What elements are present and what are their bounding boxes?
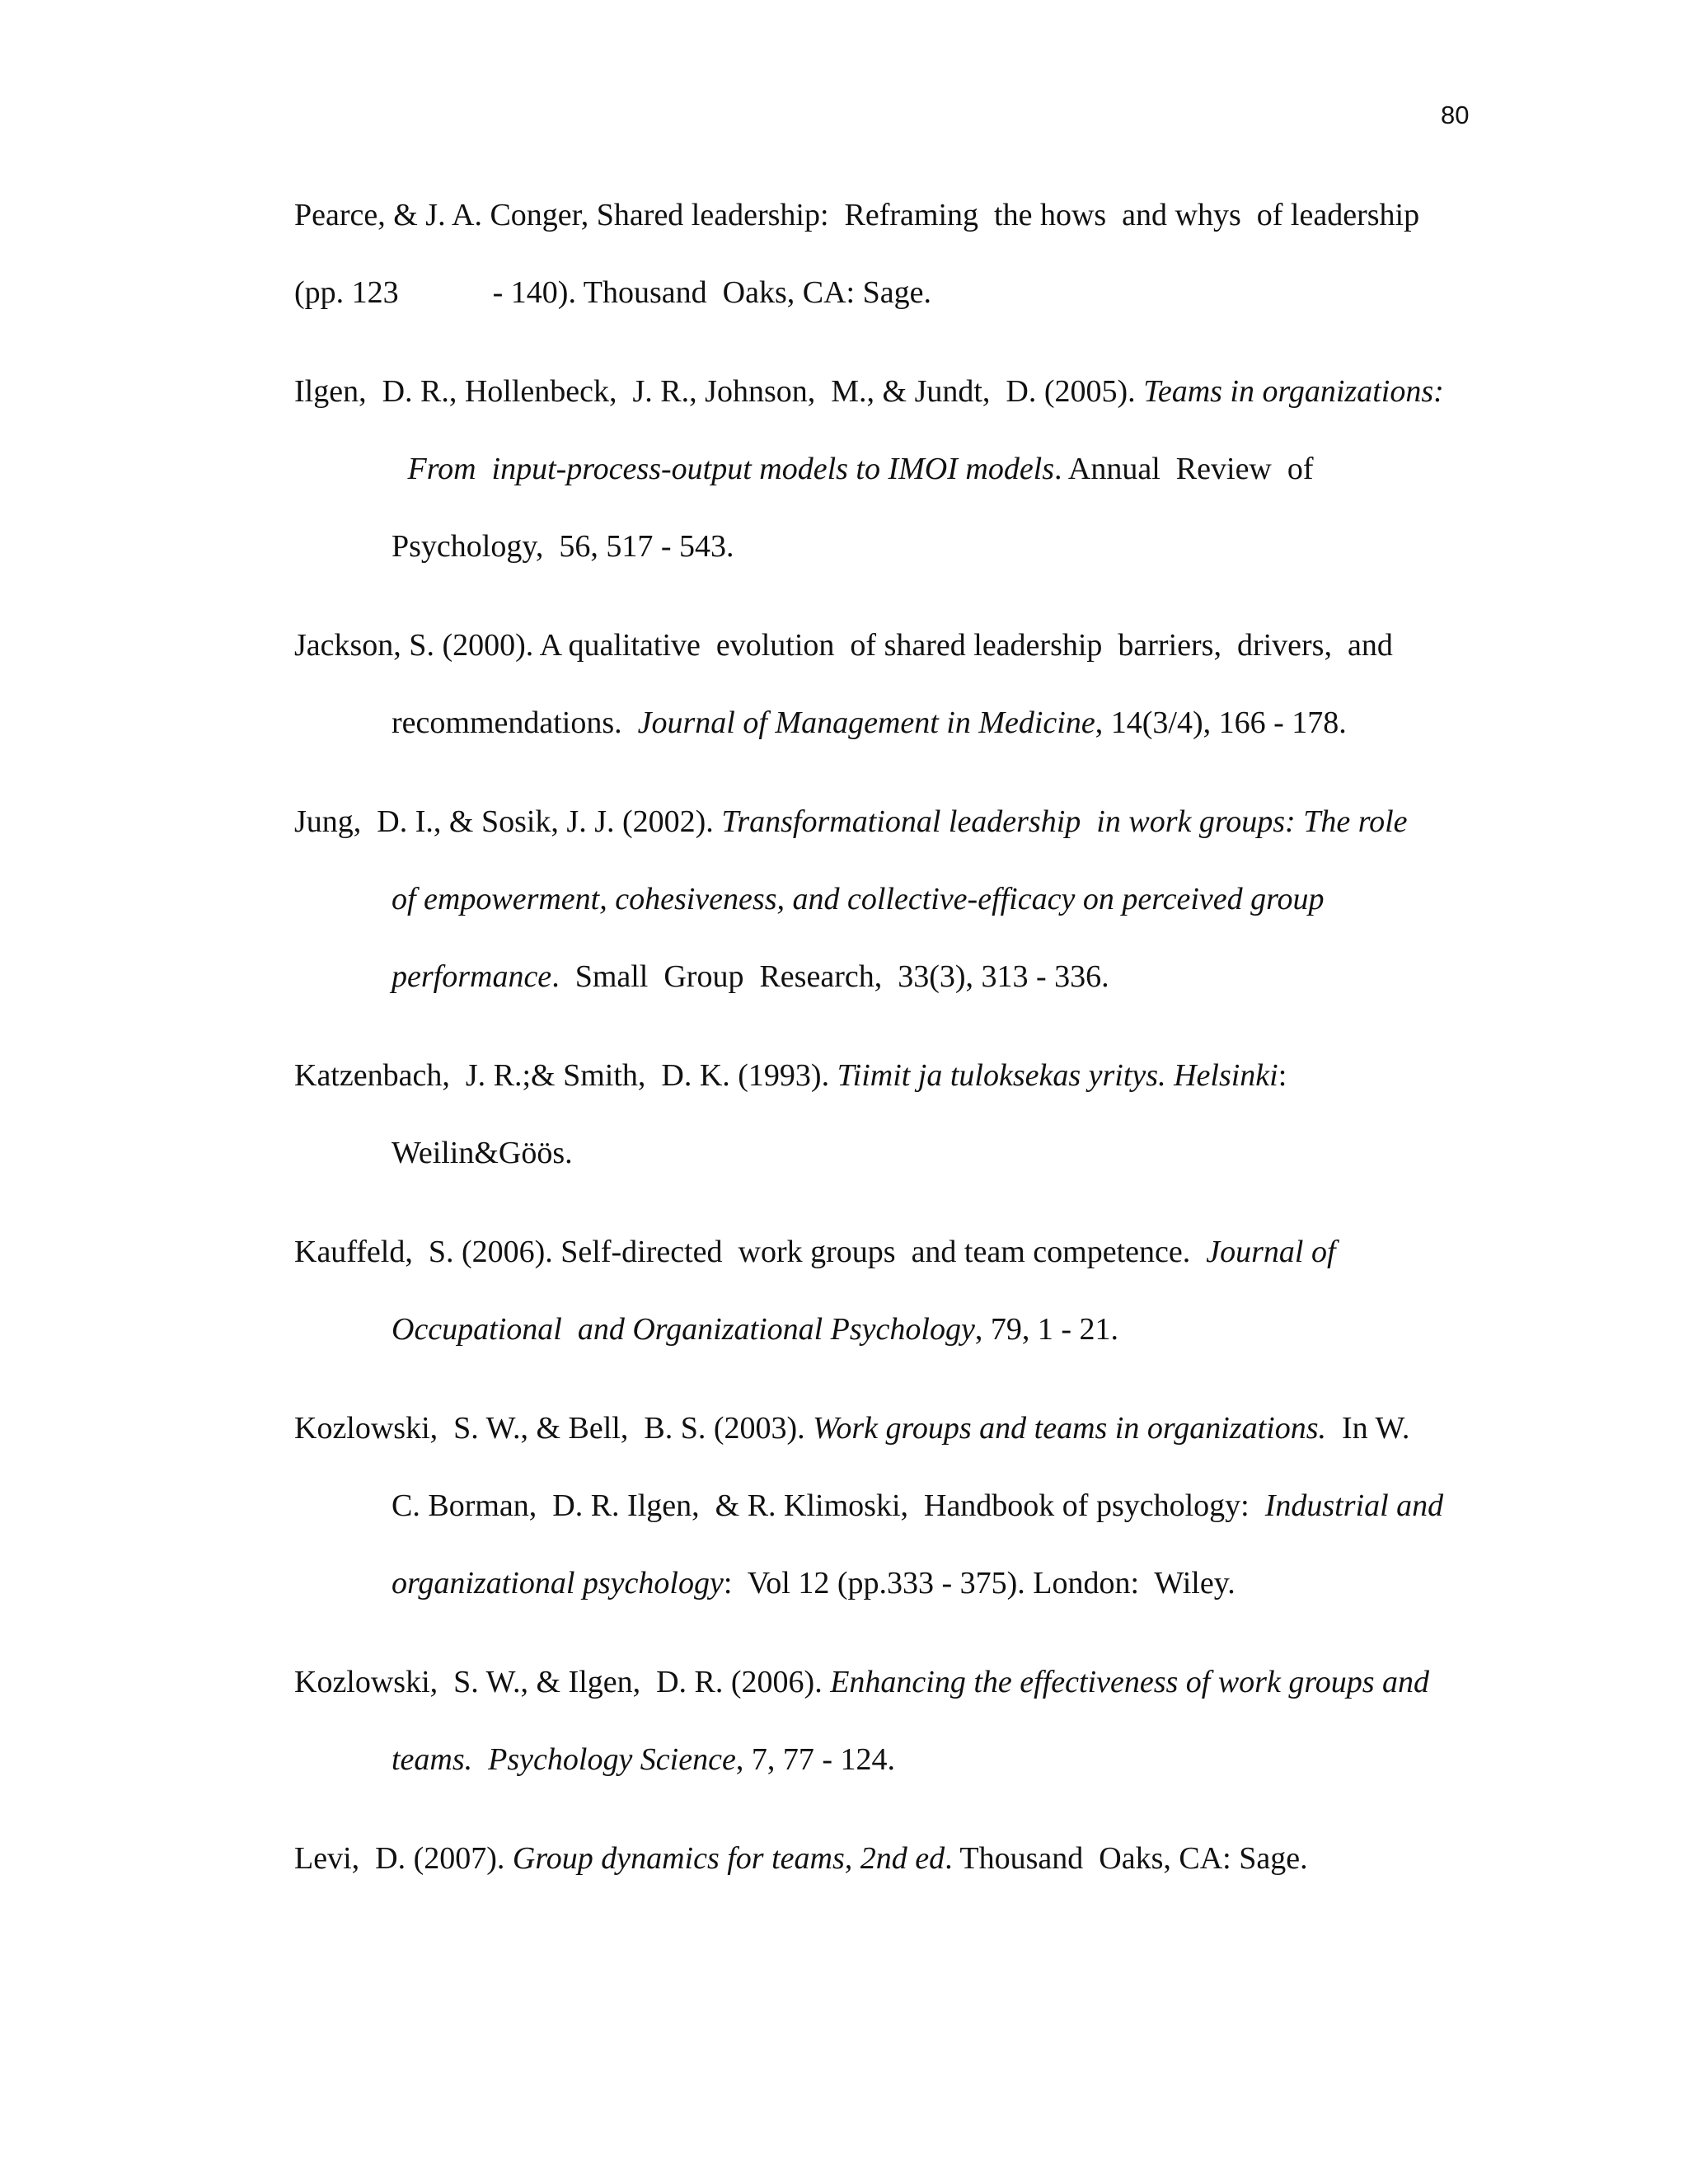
reference-title: teams. Psychology Science bbox=[392, 1742, 736, 1777]
reference-text: (pp. 123 - 140). Thousand Oaks, CA: Sage. bbox=[294, 275, 931, 310]
reference-text: Levi, D. (2007). bbox=[294, 1841, 513, 1876]
reference-text: . Annual Review of bbox=[1054, 452, 1314, 486]
reference-line bbox=[294, 1308, 1476, 1407]
reference-title: Transformational leadership in work groups: The role bbox=[721, 804, 1408, 839]
reference-text: . Small Group Research, 33(3), 313 - 336. bbox=[551, 959, 1109, 994]
reference-text: Ilgen, D. R., Hollenbeck, J. R., Johnson, M., & Jundt, D. (2005). bbox=[294, 374, 1144, 409]
reference-title: Occupational and Organizational Psychology bbox=[392, 1312, 975, 1347]
reference-line bbox=[294, 624, 1476, 701]
reference-line bbox=[294, 701, 1476, 800]
reference-text: Weilin&Göös. bbox=[392, 1136, 573, 1170]
reference-line bbox=[294, 370, 1476, 448]
reference-text: Kozlowski, S. W., & Ilgen, D. R. (2006). bbox=[294, 1665, 831, 1699]
reference-text: , 14(3/4), 166 - 178. bbox=[1095, 705, 1347, 740]
reference-jackson bbox=[294, 624, 1476, 800]
reference-levi bbox=[294, 1837, 1476, 1915]
reference-kozlowski-ilgen bbox=[294, 1661, 1476, 1837]
reference-line bbox=[294, 1230, 1476, 1308]
reference-text: recommendations. bbox=[392, 705, 638, 740]
reference-text: Pearce, & J. A. Conger, Shared leadership: Reframing the hows and whys of leadership bbox=[294, 198, 1420, 232]
reference-line bbox=[294, 1837, 1476, 1915]
reference-text: : Vol 12 (pp.333 - 375). London: Wiley. bbox=[723, 1566, 1236, 1601]
reference-line bbox=[294, 1661, 1476, 1738]
reference-list bbox=[294, 194, 1476, 1915]
reference-title: From input-process-output models to IMOI models bbox=[400, 452, 1055, 486]
reference-title: Teams in organizations: bbox=[1143, 374, 1444, 409]
reference-text: Katzenbach, J. R.;& Smith, D. K. (1993). bbox=[294, 1058, 837, 1093]
reference-pearce bbox=[294, 194, 1476, 370]
reference-title: Journal of Management in Medicine bbox=[637, 705, 1095, 740]
reference-line bbox=[294, 448, 1476, 525]
reference-text: , 79, 1 - 21. bbox=[974, 1312, 1118, 1347]
reference-title: of empowerment, cohesiveness, and collective-efficacy on perceived group bbox=[392, 882, 1325, 916]
reference-line bbox=[294, 1484, 1476, 1562]
page-number: 80 bbox=[1441, 101, 1470, 129]
reference-title: Journal of bbox=[1206, 1235, 1336, 1269]
reference-line bbox=[294, 800, 1476, 878]
reference-line bbox=[294, 1054, 1476, 1132]
reference-text: . Thousand Oaks, CA: Sage. bbox=[945, 1841, 1308, 1876]
reference-title: Work groups and teams in organizations. bbox=[813, 1411, 1326, 1446]
reference-title: Tiimit ja tuloksekas yritys. Helsinki bbox=[837, 1058, 1278, 1093]
reference-text: Jung, D. I., & Sosik, J. J. (2002). bbox=[294, 804, 722, 839]
reference-text: Kauffeld, S. (2006). Self-directed work groups and team competence. bbox=[294, 1235, 1207, 1269]
reference-title: Industrial and bbox=[1264, 1488, 1444, 1523]
reference-kozlowski-bell bbox=[294, 1407, 1476, 1661]
reference-jung bbox=[294, 800, 1476, 1054]
reference-ilgen bbox=[294, 370, 1476, 624]
reference-text: : bbox=[1278, 1058, 1287, 1093]
reference-text: Psychology, 56, 517 - 543. bbox=[392, 529, 734, 564]
reference-line bbox=[294, 1562, 1476, 1661]
reference-title: organizational psychology bbox=[392, 1566, 724, 1601]
reference-line bbox=[294, 1738, 1476, 1837]
reference-line bbox=[294, 878, 1476, 955]
reference-katzenbach bbox=[294, 1054, 1476, 1230]
reference-title: Enhancing the effectiveness of work groups and bbox=[830, 1665, 1430, 1699]
reference-kauffeld bbox=[294, 1230, 1476, 1407]
reference-line bbox=[294, 1407, 1476, 1484]
reference-text: Jackson, S. (2000). A qualitative evolution of shared leadership barriers, drivers, and bbox=[294, 628, 1393, 663]
reference-text: In W. bbox=[1325, 1411, 1410, 1446]
reference-text: C. Borman, D. R. Ilgen, & R. Klimoski, Handbook of psychology: bbox=[392, 1488, 1265, 1523]
reference-line bbox=[294, 271, 1476, 370]
reference-line bbox=[294, 525, 1476, 624]
reference-text: , 7, 77 - 124. bbox=[735, 1742, 895, 1777]
reference-line bbox=[294, 1132, 1476, 1230]
reference-title: Group dynamics for teams, 2nd ed bbox=[512, 1841, 945, 1876]
reference-title: performance bbox=[392, 959, 552, 994]
reference-line bbox=[294, 955, 1476, 1054]
reference-line bbox=[294, 194, 1476, 271]
reference-text: Kozlowski, S. W., & Bell, B. S. (2003). bbox=[294, 1411, 814, 1446]
